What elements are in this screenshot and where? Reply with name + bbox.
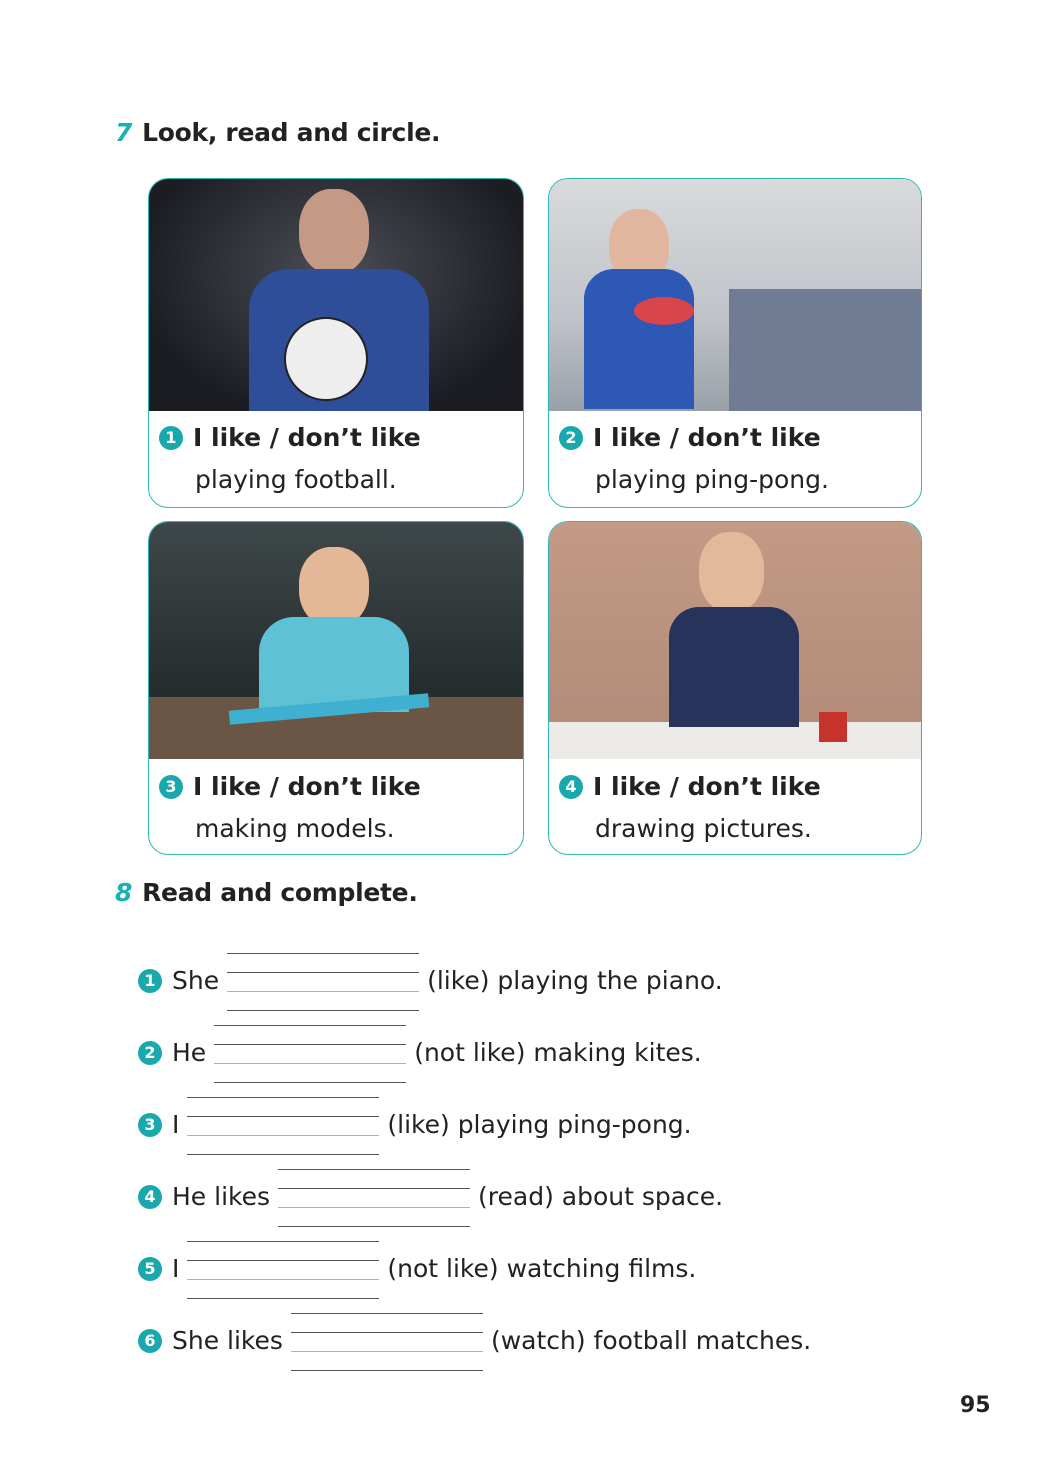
item-number-badge: 3 [138, 1113, 162, 1137]
photo-girl-football [149, 179, 523, 411]
sentence-row [138, 1105, 692, 1145]
sentence-end: (read) about space. [478, 1182, 724, 1211]
sentence-end: (watch) football matches. [490, 1326, 812, 1355]
item-number-badge: 1 [138, 969, 162, 993]
sentence-start: She [172, 966, 220, 995]
item-number-badge: 4 [138, 1185, 162, 1209]
exercise-7-heading: 7 Look, read and circle. [115, 118, 441, 147]
sentence-start: He [172, 1038, 207, 1067]
answer-blank[interactable] [227, 961, 419, 1001]
photo-boy-drawing [549, 522, 921, 759]
sentence-start: She likes [172, 1326, 283, 1355]
sentence-start: I [172, 1254, 180, 1283]
sentence-start: He likes [172, 1182, 271, 1211]
sentence-row [138, 1249, 696, 1289]
item-number-badge: 6 [138, 1329, 162, 1353]
card-football: 1 I like / don’t like playing football. [148, 178, 524, 508]
sentence-end: (like) playing ping-pong. [387, 1110, 692, 1139]
card-models: 3 I like / don’t like making models. [148, 521, 524, 855]
item-number-badge: 5 [138, 1257, 162, 1281]
sentence-row [138, 1033, 702, 1073]
sentence-row [138, 1177, 723, 1217]
answer-blank[interactable] [187, 1105, 379, 1145]
sentence-end: (not like) watching films. [387, 1254, 697, 1283]
caption-line1[interactable]: 1 I like / don’t like [159, 417, 421, 459]
answer-blank[interactable] [214, 1033, 406, 1073]
item-number-badge: 2 [138, 1041, 162, 1065]
card-drawing: 4 I like / don’t like drawing pictures. [548, 521, 922, 855]
sentence-end: (not like) making kites. [414, 1038, 702, 1067]
sentence-row [138, 961, 723, 1001]
exercise-8-heading: 8 Read and complete. [115, 878, 418, 907]
sentence-start: I [172, 1110, 180, 1139]
photo-boy-models [149, 522, 523, 759]
answer-blank[interactable] [278, 1177, 470, 1217]
caption-line1[interactable]: 4 I like / don’t like [559, 766, 821, 808]
caption-line1[interactable]: 2 I like / don’t like [559, 417, 829, 459]
photo-girl-ping-pong [549, 179, 921, 411]
card-ping-pong: 2 I like / don’t like playing ping-pong. [548, 178, 922, 508]
caption-line1[interactable]: 3 I like / don’t like [159, 766, 421, 808]
answer-blank[interactable] [291, 1321, 483, 1361]
page-number: 95 [960, 1393, 991, 1418]
answer-blank[interactable] [187, 1249, 379, 1289]
sentence-end: (like) playing the piano. [427, 966, 723, 995]
sentence-row [138, 1321, 811, 1361]
